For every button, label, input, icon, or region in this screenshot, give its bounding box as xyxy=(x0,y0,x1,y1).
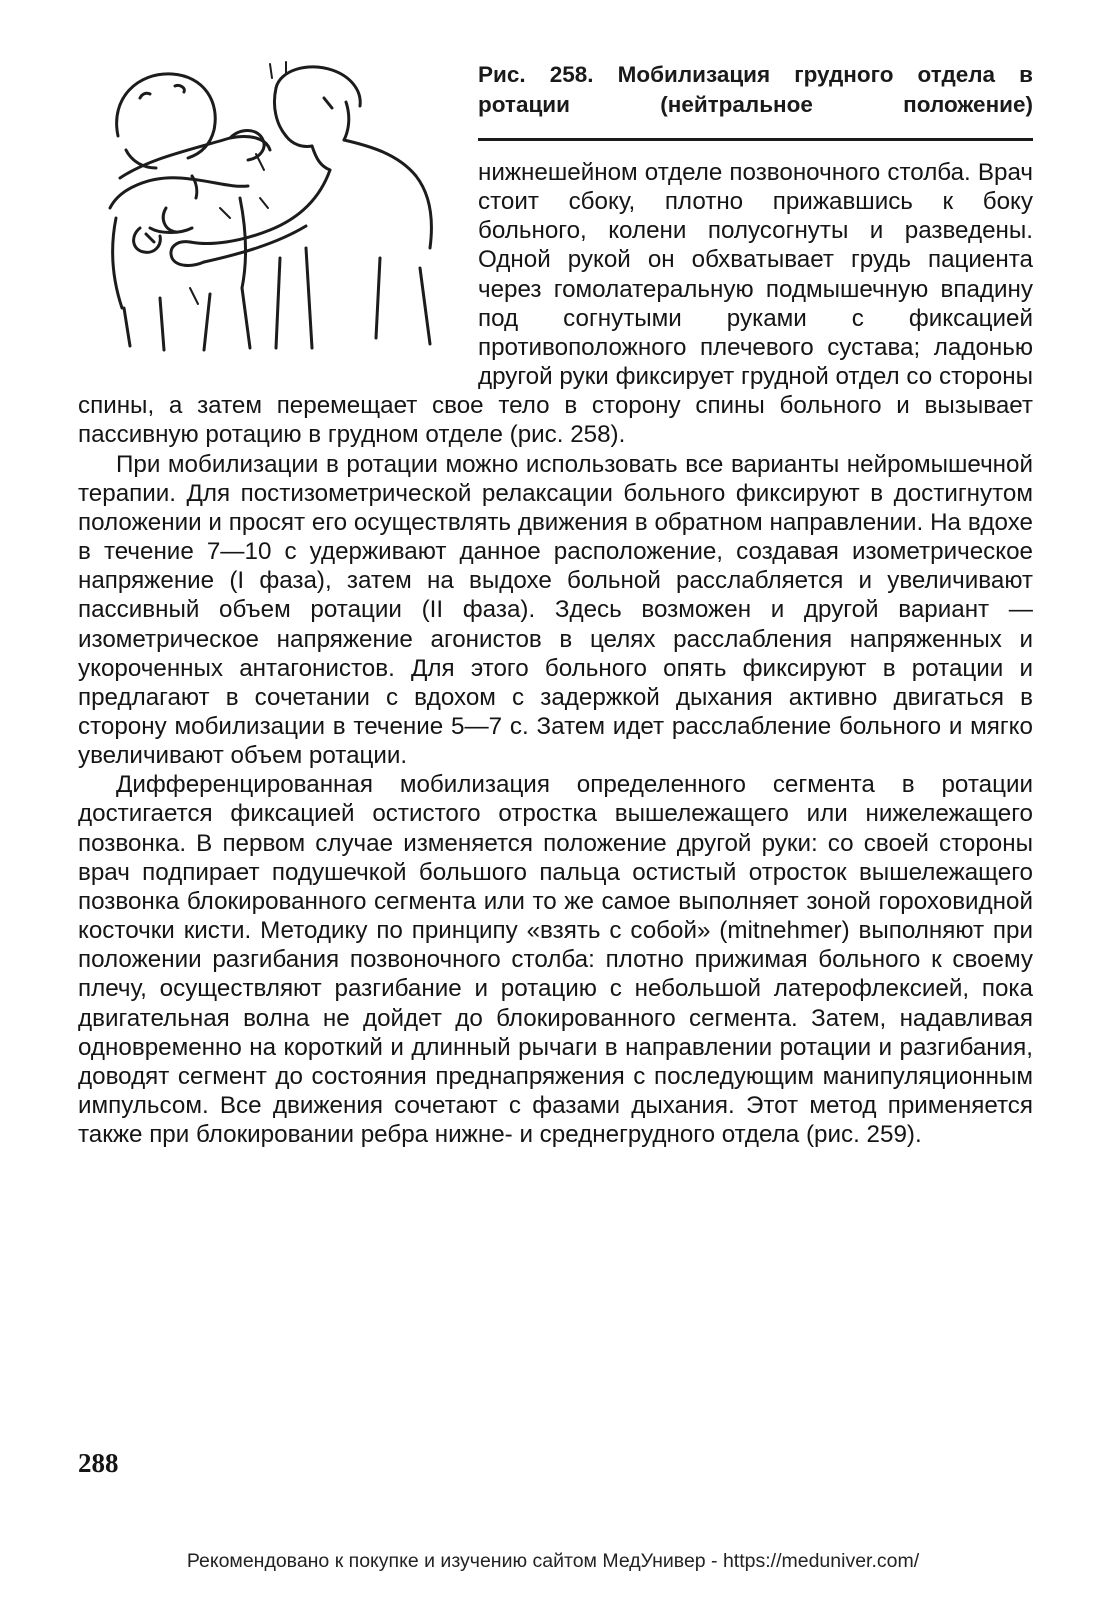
caption-divider xyxy=(478,138,1033,141)
page-number: 288 xyxy=(78,1448,119,1478)
paragraph-2: При мобилизации в ротации можно использовать все варианты нейромышечной терапии. Для постизометрической релаксации больного фиксируют в достигнутом положении и просят его осуществлять движения в обратном направлении. На вдохе в течение 7—10 с удерживают данное расположение, создавая изометрическое напряжение (I фаза), затем на выдохе больной расслабляется и увеличивают пассивный объем ротации (II фаза). Здесь возможен и другой вариант — изометрическое напряжение агонистов в целях расслабления напряженных и укороченных антагонистов. Для этого больного опять фиксируют в ротации и предлагают в сочетании с вдохом с задержкой дыхания активно двигаться в сторону мобилизации в течение 5—7 с. Затем идет расслабление больного и мягко увеличивают объем ротации. xyxy=(78,450,1033,770)
article-body xyxy=(78,158,1033,1149)
figure-wrap-spacer xyxy=(78,158,478,376)
paragraph-3: Дифференцированная мобилизация определенного сегмента в ротации достигается фиксацией остистого отростка вышележащего или нижележащего позвонка. В первом случае изменяется положение другой руки: со своей стороны врач подпирает подушечкой большого пальца остистый отросток вышележащего позвонка блокированного сегмента или то же самое выполняет зоной гороховидной косточки кисти. Методику по принципу «взять с собой» (mitnehmer) выполняют при положении разгибания позвоночного столба: плотно прижимая больного к своему плечу, осуществляют разгибание и ротацию с небольшой латерофлексией, пока двигательная волна не дойдет до блокированного сегмента. Затем, надавливая одновременно на короткий и длинный рычаги в направлении ротации и разгибания, доводят сегмент до состояния преднапряжения с последующим манипуляционным импульсом. Все движения сочетают с фазами дыхания. Этот метод применяется также при блокировании ребра нижне- и среднегрудного отдела (рис. 259). xyxy=(78,771,1033,1149)
footer-watermark: Рекомендовано к покупке и изучению сайтом МедУнивер - https://meduniver.com/ xyxy=(186,1550,920,1572)
figure-caption: Рис. 258. Мобилизация грудного отдела в ротации (нейтральное положение) xyxy=(478,62,1033,117)
paragraph-1: нижнешейном отделе позвоночного столба. Врач стоит сбоку, плотно прижавшись к боку больного, колени полусогнуты и разведены. Одной рукой он обхватывает грудь пациента через гомолатеральную подмышечную впадину под согнутыми руками с фиксацией противоположного плечевого сустава; ладонью другой руки фиксирует грудной отдел со стороны спины, а затем перемещает свое тело в сторону спины больного и вызывает пассивную ротацию в грудном отделе (рис. 258). xyxy=(78,159,1033,449)
